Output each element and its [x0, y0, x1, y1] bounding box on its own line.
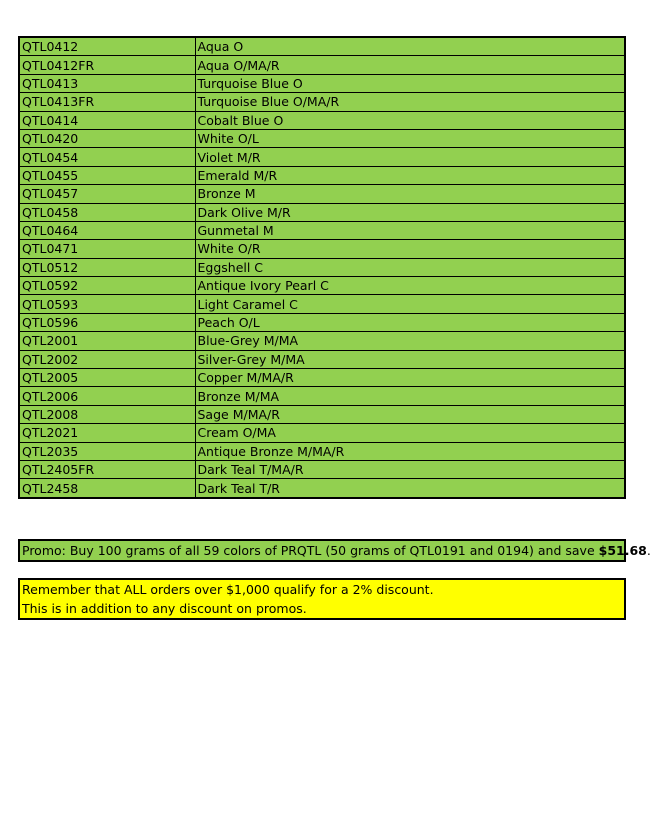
- product-code-cell: QTL0413: [19, 74, 195, 92]
- table-row: [19, 74, 625, 92]
- color-description-cell: Bronze M: [195, 185, 625, 203]
- table-row: [19, 37, 625, 56]
- product-code-cell: QTL0458: [19, 203, 195, 221]
- color-description-cell: Aqua O/MA/R: [195, 56, 625, 74]
- table-row: [19, 258, 625, 276]
- table-row: [19, 185, 625, 203]
- color-description-cell: Aqua O: [195, 37, 625, 56]
- table-row: [19, 460, 625, 478]
- color-description-cell: Violet M/R: [195, 148, 625, 166]
- table-row: [19, 424, 625, 442]
- table-body: [19, 37, 625, 498]
- promo-text: Promo: Buy 100 grams of all 59 colors of PRQTL (50 grams of QTL0191 and 0194) and save: [22, 543, 599, 558]
- promo-amount: $51.68: [598, 543, 647, 558]
- promo-end: .: [646, 543, 651, 558]
- color-description-cell: Sage M/MA/R: [195, 405, 625, 423]
- table-row: [19, 111, 625, 129]
- table-row: [19, 405, 625, 423]
- discount-line-1: Remember that ALL orders over $1,000 qualify for a 2% discount.: [22, 582, 434, 597]
- color-description-cell: Eggshell C: [195, 258, 625, 276]
- color-description-cell: Dark Olive M/R: [195, 203, 625, 221]
- product-code-cell: QTL0414: [19, 111, 195, 129]
- discount-line-2: This is in addition to any discount on promos.: [22, 601, 307, 616]
- table-row: [19, 166, 625, 184]
- table-row: [19, 240, 625, 258]
- table-row: [19, 369, 625, 387]
- product-code-cell: QTL2002: [19, 350, 195, 368]
- color-description-cell: Emerald M/R: [195, 166, 625, 184]
- discount-notice: [18, 578, 626, 620]
- product-code-cell: QTL0455: [19, 166, 195, 184]
- table-row: [19, 129, 625, 147]
- product-code-cell: QTL0420: [19, 129, 195, 147]
- table-row: [19, 479, 625, 498]
- table-row: [19, 332, 625, 350]
- color-description-cell: Dark Teal T/MA/R: [195, 460, 625, 478]
- product-code-cell: QTL0592: [19, 277, 195, 295]
- product-code-cell: QTL0596: [19, 313, 195, 331]
- product-code-cell: QTL2458: [19, 479, 195, 498]
- table-row: [19, 221, 625, 239]
- product-code-cell: QTL0454: [19, 148, 195, 166]
- color-description-cell: Silver-Grey M/MA: [195, 350, 625, 368]
- table-row: [19, 148, 625, 166]
- color-description-cell: Turquoise Blue O/MA/R: [195, 93, 625, 111]
- table-row: [19, 203, 625, 221]
- color-description-cell: Copper M/MA/R: [195, 369, 625, 387]
- color-description-cell: Dark Teal T/R: [195, 479, 625, 498]
- product-code-cell: QTL0471: [19, 240, 195, 258]
- table-row: [19, 387, 625, 405]
- product-code-cell: QTL0593: [19, 295, 195, 313]
- table-row: [19, 277, 625, 295]
- color-description-cell: White O/R: [195, 240, 625, 258]
- product-code-cell: QTL2006: [19, 387, 195, 405]
- color-description-cell: Antique Ivory Pearl C: [195, 277, 625, 295]
- table-row: [19, 56, 625, 74]
- product-code-cell: QTL2405FR: [19, 460, 195, 478]
- color-description-cell: Bronze M/MA: [195, 387, 625, 405]
- color-description-cell: Peach O/L: [195, 313, 625, 331]
- table-row: [19, 93, 625, 111]
- color-description-cell: Turquoise Blue O: [195, 74, 625, 92]
- product-code-cell: QTL0413FR: [19, 93, 195, 111]
- product-code-cell: QTL0464: [19, 221, 195, 239]
- table-row: [19, 313, 625, 331]
- color-code-table: [18, 36, 626, 499]
- product-code-cell: QTL2008: [19, 405, 195, 423]
- color-description-cell: Blue-Grey M/MA: [195, 332, 625, 350]
- color-description-cell: Cream O/MA: [195, 424, 625, 442]
- product-code-cell: QTL2035: [19, 442, 195, 460]
- table-row: [19, 442, 625, 460]
- table-row: [19, 295, 625, 313]
- product-code-cell: QTL2021: [19, 424, 195, 442]
- color-description-cell: Cobalt Blue O: [195, 111, 625, 129]
- table-row: [19, 350, 625, 368]
- product-code-cell: QTL0412FR: [19, 56, 195, 74]
- product-code-cell: QTL0457: [19, 185, 195, 203]
- product-code-cell: QTL0512: [19, 258, 195, 276]
- product-code-cell: QTL0412: [19, 37, 195, 56]
- product-code-cell: QTL2005: [19, 369, 195, 387]
- color-description-cell: Light Caramel C: [195, 295, 625, 313]
- promo-box: [18, 539, 651, 562]
- color-description-cell: White O/L: [195, 129, 625, 147]
- color-description-cell: Gunmetal M: [195, 221, 625, 239]
- color-description-cell: Antique Bronze M/MA/R: [195, 442, 625, 460]
- product-code-cell: QTL2001: [19, 332, 195, 350]
